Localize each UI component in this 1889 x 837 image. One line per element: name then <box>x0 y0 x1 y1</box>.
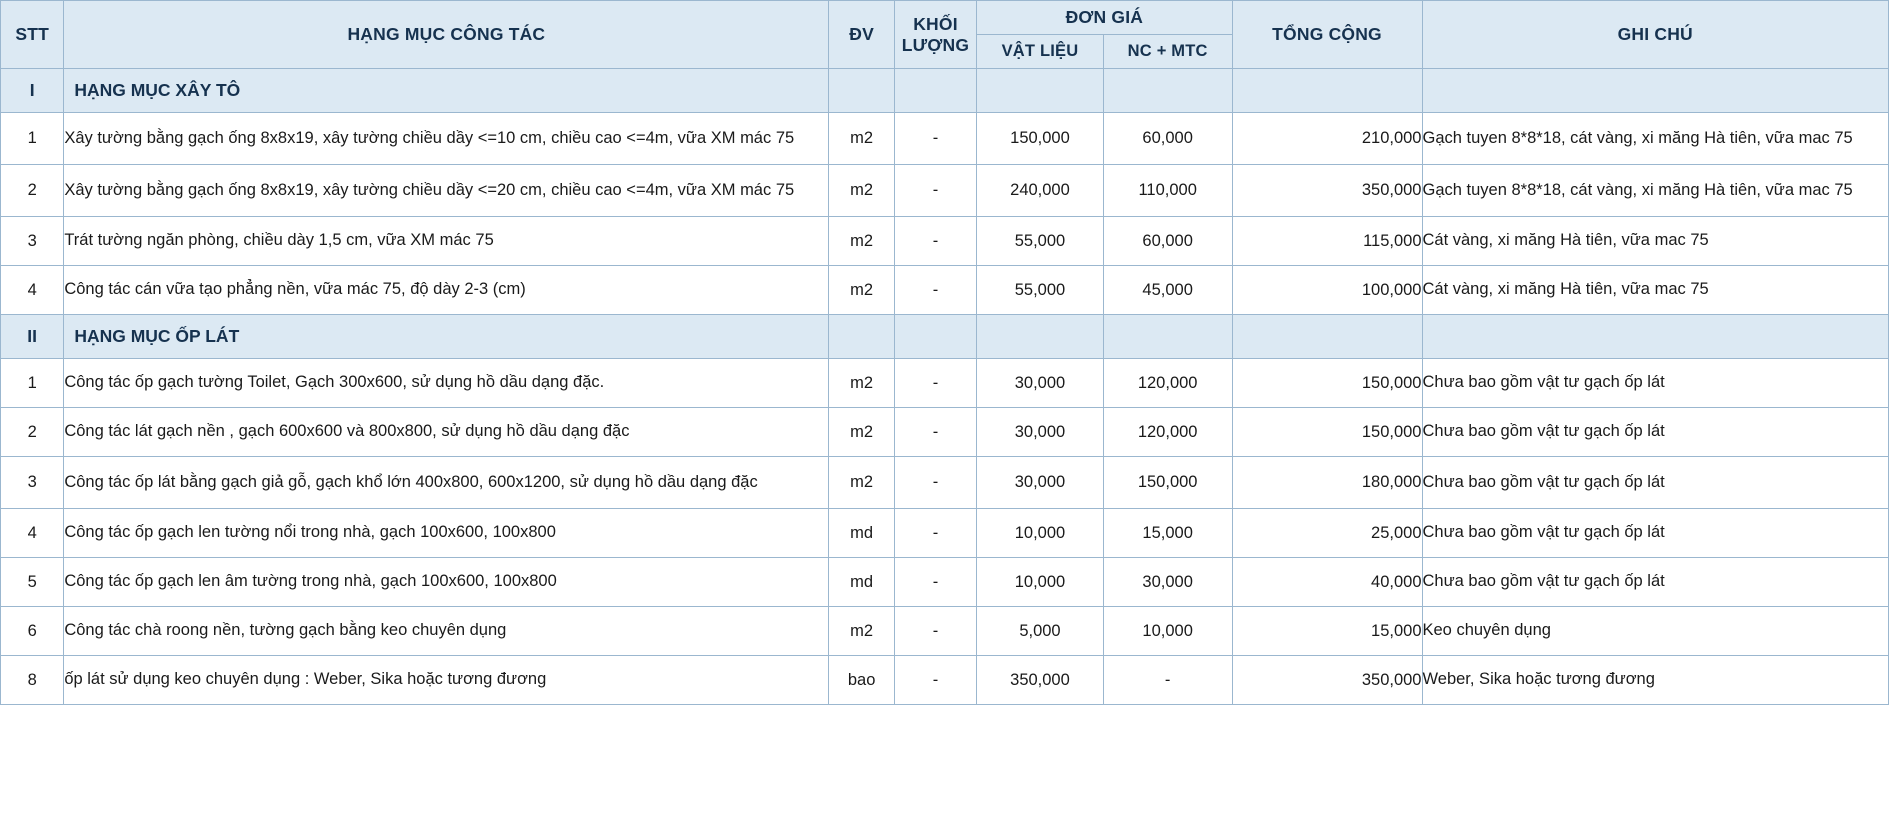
row-quantity: - <box>894 457 976 509</box>
table-row <box>1 165 1889 217</box>
row-description: Công tác cán vữa tạo phẳng nền, vữa mác 75, độ dày 2-3 (cm) <box>64 266 829 315</box>
row-stt: 2 <box>1 408 64 457</box>
table-row <box>1 266 1889 315</box>
row-total: 180,000 <box>1232 457 1422 509</box>
table-body <box>1 69 1889 705</box>
row-note: Cát vàng, xi măng Hà tiên, vữa mac 75 <box>1422 266 1889 315</box>
table-header-row-1 <box>1 1 1889 35</box>
row-labor-price: 110,000 <box>1103 165 1232 217</box>
row-stt: 4 <box>1 509 64 558</box>
row-labor-price: 10,000 <box>1103 607 1232 656</box>
row-total: 15,000 <box>1232 607 1422 656</box>
row-stt: 8 <box>1 656 64 705</box>
group-name: HẠNG MỤC ỐP LÁT <box>64 315 829 359</box>
row-note: Keo chuyên dụng <box>1422 607 1889 656</box>
row-stt: 4 <box>1 266 64 315</box>
column-header-labor: NC + MTC <box>1103 35 1232 69</box>
row-description: Trát tường ngăn phòng, chiều dày 1,5 cm, vữa XM mác 75 <box>64 217 829 266</box>
group-row <box>1 69 1889 113</box>
row-unit: m2 <box>829 607 894 656</box>
group-material-cell <box>977 69 1104 113</box>
row-description: Xây tường bằng gạch ống 8x8x19, xây tường chiều dầy <=10 cm, chiều cao <=4m, vữa XM mác 75 <box>64 113 829 165</box>
table-row <box>1 509 1889 558</box>
row-unit: m2 <box>829 408 894 457</box>
row-unit: bao <box>829 656 894 705</box>
row-material-price: 10,000 <box>977 558 1104 607</box>
row-stt: 5 <box>1 558 64 607</box>
row-total: 40,000 <box>1232 558 1422 607</box>
group-unit-cell <box>829 69 894 113</box>
row-total: 150,000 <box>1232 359 1422 408</box>
table-header <box>1 1 1889 69</box>
row-unit: m2 <box>829 113 894 165</box>
group-note-cell <box>1422 315 1889 359</box>
row-stt: 3 <box>1 217 64 266</box>
column-header-material: VẬT LIỆU <box>977 35 1104 69</box>
column-header-unit-price-group: ĐƠN GIÁ <box>977 1 1232 35</box>
table-row <box>1 656 1889 705</box>
row-material-price: 55,000 <box>977 266 1104 315</box>
row-description: Công tác ốp gạch len âm tường trong nhà, gạch 100x600, 100x800 <box>64 558 829 607</box>
row-labor-price: 30,000 <box>1103 558 1232 607</box>
row-labor-price: 120,000 <box>1103 408 1232 457</box>
row-labor-price: 45,000 <box>1103 266 1232 315</box>
row-unit: m2 <box>829 217 894 266</box>
row-labor-price: 120,000 <box>1103 359 1232 408</box>
group-unit-cell <box>829 315 894 359</box>
group-quantity-cell <box>894 69 976 113</box>
row-total: 100,000 <box>1232 266 1422 315</box>
column-header-description: HẠNG MỤC CÔNG TÁC <box>64 1 829 69</box>
group-row <box>1 315 1889 359</box>
row-quantity: - <box>894 266 976 315</box>
row-quantity: - <box>894 165 976 217</box>
row-labor-price: 15,000 <box>1103 509 1232 558</box>
row-quantity: - <box>894 607 976 656</box>
group-quantity-cell <box>894 315 976 359</box>
row-unit: m2 <box>829 266 894 315</box>
row-note: Chưa bao gồm vật tư gạch ốp lát <box>1422 509 1889 558</box>
column-header-stt: STT <box>1 1 64 69</box>
row-description: Công tác ốp lát bằng gạch giả gỗ, gạch khổ lớn 400x800, 600x1200, sử dụng hồ dầu dạng đặc <box>64 457 829 509</box>
row-unit: m2 <box>829 359 894 408</box>
group-name: HẠNG MỤC XÂY TÔ <box>64 69 829 113</box>
table-row <box>1 217 1889 266</box>
row-description: Công tác lát gạch nền , gạch 600x600 và 800x800, sử dụng hồ dầu dạng đặc <box>64 408 829 457</box>
row-quantity: - <box>894 359 976 408</box>
row-description: Công tác ốp gạch tường Toilet, Gạch 300x600, sử dụng hồ dầu dạng đặc. <box>64 359 829 408</box>
table-row <box>1 558 1889 607</box>
row-stt: 1 <box>1 113 64 165</box>
column-header-total: TỔNG CỘNG <box>1232 1 1422 69</box>
group-total-cell <box>1232 315 1422 359</box>
row-quantity: - <box>894 113 976 165</box>
row-stt: 1 <box>1 359 64 408</box>
row-note: Chưa bao gồm vật tư gạch ốp lát <box>1422 359 1889 408</box>
row-note: Chưa bao gồm vật tư gạch ốp lát <box>1422 408 1889 457</box>
group-labor-cell <box>1103 69 1232 113</box>
row-description: Công tác chà roong nền, tường gạch bằng keo chuyên dụng <box>64 607 829 656</box>
group-note-cell <box>1422 69 1889 113</box>
row-quantity: - <box>894 217 976 266</box>
row-description: ốp lát sử dụng keo chuyên dụng : Weber, Sika hoặc tương đương <box>64 656 829 705</box>
row-unit: md <box>829 509 894 558</box>
table-row <box>1 359 1889 408</box>
row-labor-price: - <box>1103 656 1232 705</box>
row-total: 350,000 <box>1232 165 1422 217</box>
row-unit: md <box>829 558 894 607</box>
row-material-price: 150,000 <box>977 113 1104 165</box>
row-labor-price: 60,000 <box>1103 113 1232 165</box>
row-total: 115,000 <box>1232 217 1422 266</box>
row-material-price: 30,000 <box>977 457 1104 509</box>
row-quantity: - <box>894 509 976 558</box>
row-note: Cát vàng, xi măng Hà tiên, vữa mac 75 <box>1422 217 1889 266</box>
row-labor-price: 150,000 <box>1103 457 1232 509</box>
table-row <box>1 408 1889 457</box>
row-description: Xây tường bằng gạch ống 8x8x19, xây tường chiều dầy <=20 cm, chiều cao <=4m, vữa XM mác 75 <box>64 165 829 217</box>
row-material-price: 30,000 <box>977 408 1104 457</box>
table-row <box>1 113 1889 165</box>
row-total: 25,000 <box>1232 509 1422 558</box>
row-note: Gạch tuyen 8*8*18, cát vàng, xi măng Hà tiên, vữa mac 75 <box>1422 165 1889 217</box>
row-unit: m2 <box>829 165 894 217</box>
row-material-price: 240,000 <box>977 165 1104 217</box>
row-labor-price: 60,000 <box>1103 217 1232 266</box>
group-labor-cell <box>1103 315 1232 359</box>
row-material-price: 5,000 <box>977 607 1104 656</box>
group-material-cell <box>977 315 1104 359</box>
row-unit: m2 <box>829 457 894 509</box>
row-quantity: - <box>894 408 976 457</box>
row-quantity: - <box>894 656 976 705</box>
column-header-unit: ĐV <box>829 1 894 69</box>
row-description: Công tác ốp gạch len tường nổi trong nhà, gạch 100x600, 100x800 <box>64 509 829 558</box>
row-quantity: - <box>894 558 976 607</box>
row-note: Weber, Sika hoặc tương đương <box>1422 656 1889 705</box>
column-header-quantity: KHỐI LƯỢNG <box>894 1 976 69</box>
row-total: 350,000 <box>1232 656 1422 705</box>
column-header-note: GHI CHÚ <box>1422 1 1889 69</box>
group-total-cell <box>1232 69 1422 113</box>
row-material-price: 10,000 <box>977 509 1104 558</box>
row-total: 150,000 <box>1232 408 1422 457</box>
row-material-price: 350,000 <box>977 656 1104 705</box>
row-stt: 3 <box>1 457 64 509</box>
row-stt: 6 <box>1 607 64 656</box>
row-note: Gạch tuyen 8*8*18, cát vàng, xi măng Hà tiên, vữa mac 75 <box>1422 113 1889 165</box>
table-row <box>1 607 1889 656</box>
row-stt: 2 <box>1 165 64 217</box>
row-total: 210,000 <box>1232 113 1422 165</box>
group-index: I <box>1 69 64 113</box>
row-material-price: 30,000 <box>977 359 1104 408</box>
table-row <box>1 457 1889 509</box>
row-material-price: 55,000 <box>977 217 1104 266</box>
row-note: Chưa bao gồm vật tư gạch ốp lát <box>1422 457 1889 509</box>
group-index: II <box>1 315 64 359</box>
row-note: Chưa bao gồm vật tư gạch ốp lát <box>1422 558 1889 607</box>
